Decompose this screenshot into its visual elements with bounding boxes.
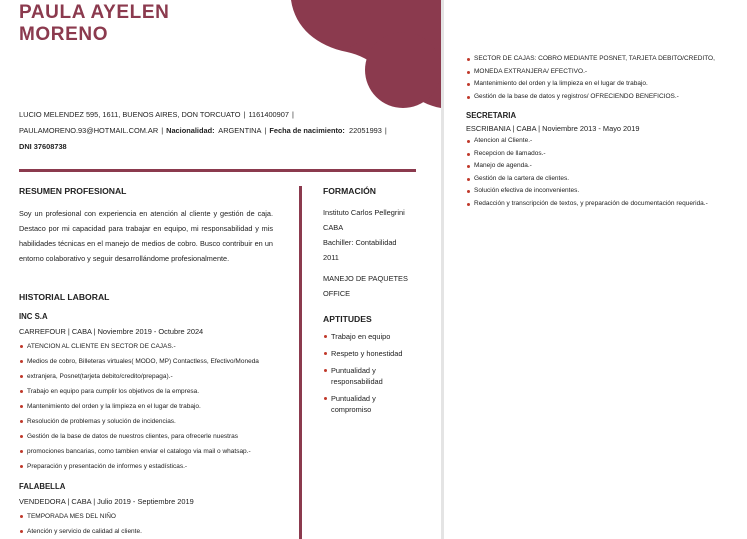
column-divider xyxy=(299,186,302,539)
birth-label: Fecha de nacimiento: xyxy=(269,126,345,135)
list-item: ATENCION AL CLIENTE EN SECTOR DE CAJAS.- xyxy=(19,339,294,354)
resume-page-2 xyxy=(444,0,747,539)
office-skill-line-1: MANEJO DE PAQUETES xyxy=(323,274,408,283)
list-item: Gestión de la cartera de clientes. xyxy=(466,173,744,186)
history-title: HISTORIAL LABORAL xyxy=(19,292,110,302)
candidate-name xyxy=(19,2,169,46)
job-company: SECRETARIA xyxy=(466,111,517,120)
list-item: Manejo de agenda.- xyxy=(466,160,744,173)
summary-text: Soy un profesional con experiencia en atención al cliente y gestión de caja. Destaco por mi capacidad para trabajar en equipo, mi responsabilidad y mis habilidades técnicas en el manejo de medios de cobro. Busco contribuir en un entorno colaborativo y seguir desarrollándome profesionalmente. xyxy=(19,209,273,263)
list-item: Preparación y presentación de informes y estadísticas.- xyxy=(19,459,294,474)
list-item: Gestión de la base de datos de nuestros clientes, para ofrecerle nuestras xyxy=(19,429,294,444)
section-divider xyxy=(19,169,416,172)
contact-line-1: LUCIO MELENDEZ 595, 1611, BUENOS AIRES, DON TORCUATO | 1161400907 | xyxy=(19,110,294,119)
contact-line-3 xyxy=(19,142,67,151)
formacion-title: FORMACIÓN xyxy=(323,186,376,196)
aptitude-item: Trabajo en equipo xyxy=(323,331,418,342)
email: PAULAMORENO.93@HOTMAIL.COM.AR xyxy=(19,126,159,135)
job-company: INC S.A xyxy=(19,312,48,321)
list-item: Atención y servicio de calidad al cliente. xyxy=(19,524,294,539)
office-skill xyxy=(323,271,408,301)
job-bullets xyxy=(19,339,294,474)
list-item: Mantenimiento del orden y la limpieza en el lugar de trabajo. xyxy=(466,78,741,91)
office-skill-line-2: OFFICE xyxy=(323,289,351,298)
job-meta: ESCRIBANIA | CABA | Noviembre 2013 - Mayo 2019 xyxy=(466,124,640,133)
education-city: CABA xyxy=(323,223,344,232)
job-company: FALABELLA xyxy=(19,482,66,491)
address: LUCIO MELENDEZ 595, 1611, BUENOS AIRES, DON TORCUATO xyxy=(19,110,241,119)
list-item: extranjera, Posnet(tarjeta debito/credito/prepaga).- xyxy=(19,369,294,384)
aptitudes-title: APTITUDES xyxy=(323,314,372,324)
nationality-label: Nacionalidad: xyxy=(166,126,215,135)
education-institution: Instituto Carlos Pellegrini xyxy=(323,208,405,217)
list-item: Medios de cobro, Billeteras virtuales( MODO, MP) Contactless, Efectivo/Moneda xyxy=(19,354,294,369)
list-item: Gestión de la base de datos y registros/ OFRECIENDO BENEFICIOS.- xyxy=(466,91,741,104)
birth-date: 22051993 xyxy=(349,126,382,135)
phone: 1161400907 xyxy=(248,110,289,119)
name-line-2: MORENO xyxy=(19,24,109,45)
aptitude-item: Puntualidad y compromiso xyxy=(323,393,418,415)
list-item: MONEDA EXTRANJERA/ EFECTIVO.- xyxy=(466,66,741,79)
list-item: Trabajo en equipo para cumplir los objetivos de la empresa. xyxy=(19,384,294,399)
aptitude-item: Respeto y honestidad xyxy=(323,348,418,359)
job-meta: CARREFOUR | CABA | Noviembre 2019 - Octubre 2024 xyxy=(19,327,204,336)
list-item: Solución efectiva de inconvenientes. xyxy=(466,185,744,198)
education-block xyxy=(323,205,405,265)
list-item: TEMPORADA MES DEL NIÑO xyxy=(19,509,294,524)
name-line-1: PAULA AYELEN xyxy=(19,2,170,23)
continued-bullets xyxy=(466,53,741,103)
list-item: Recepcion de llamados.- xyxy=(466,148,744,161)
job-bullets xyxy=(19,509,294,539)
education-year: 2011 xyxy=(323,253,339,262)
contact-line-2: PAULAMORENO.93@HOTMAIL.COM.AR | Nacionalidad: ARGENTINA | Fecha de nacimiento: 22051993 | xyxy=(19,126,387,135)
aptitude-item: Puntualidad y responsabilidad xyxy=(323,365,418,387)
summary-title: RESUMEN PROFESIONAL xyxy=(19,186,127,196)
job-bullets xyxy=(466,135,744,210)
list-item: Atencion al Cliente.- xyxy=(466,135,744,148)
list-item: promociones bancarias, como tambien enviar el catalogo via mail o whatsap.- xyxy=(19,444,294,459)
education-degree: Bachiller: Contabilidad xyxy=(323,238,397,247)
nationality: ARGENTINA xyxy=(218,126,262,135)
dni: DNI 37608738 xyxy=(19,142,67,151)
list-item: Redacción y transcripción de textos, y preparación de documentación requerida.- xyxy=(466,198,744,211)
aptitudes-list xyxy=(323,331,418,415)
decorative-circle-shape xyxy=(255,0,441,110)
job-meta: VENDEDORA | CABA | Julio 2019 - Septiembre 2019 xyxy=(19,497,194,506)
list-item: SECTOR DE CAJAS: COBRO MEDIANTE POSNET, TARJETA DEBITO/CREDITO, xyxy=(466,53,741,66)
list-item: Mantenimiento del orden y la limpieza en el lugar de trabajo. xyxy=(19,399,294,414)
list-item: Resolución de problemas y solución de incidencias. xyxy=(19,414,294,429)
